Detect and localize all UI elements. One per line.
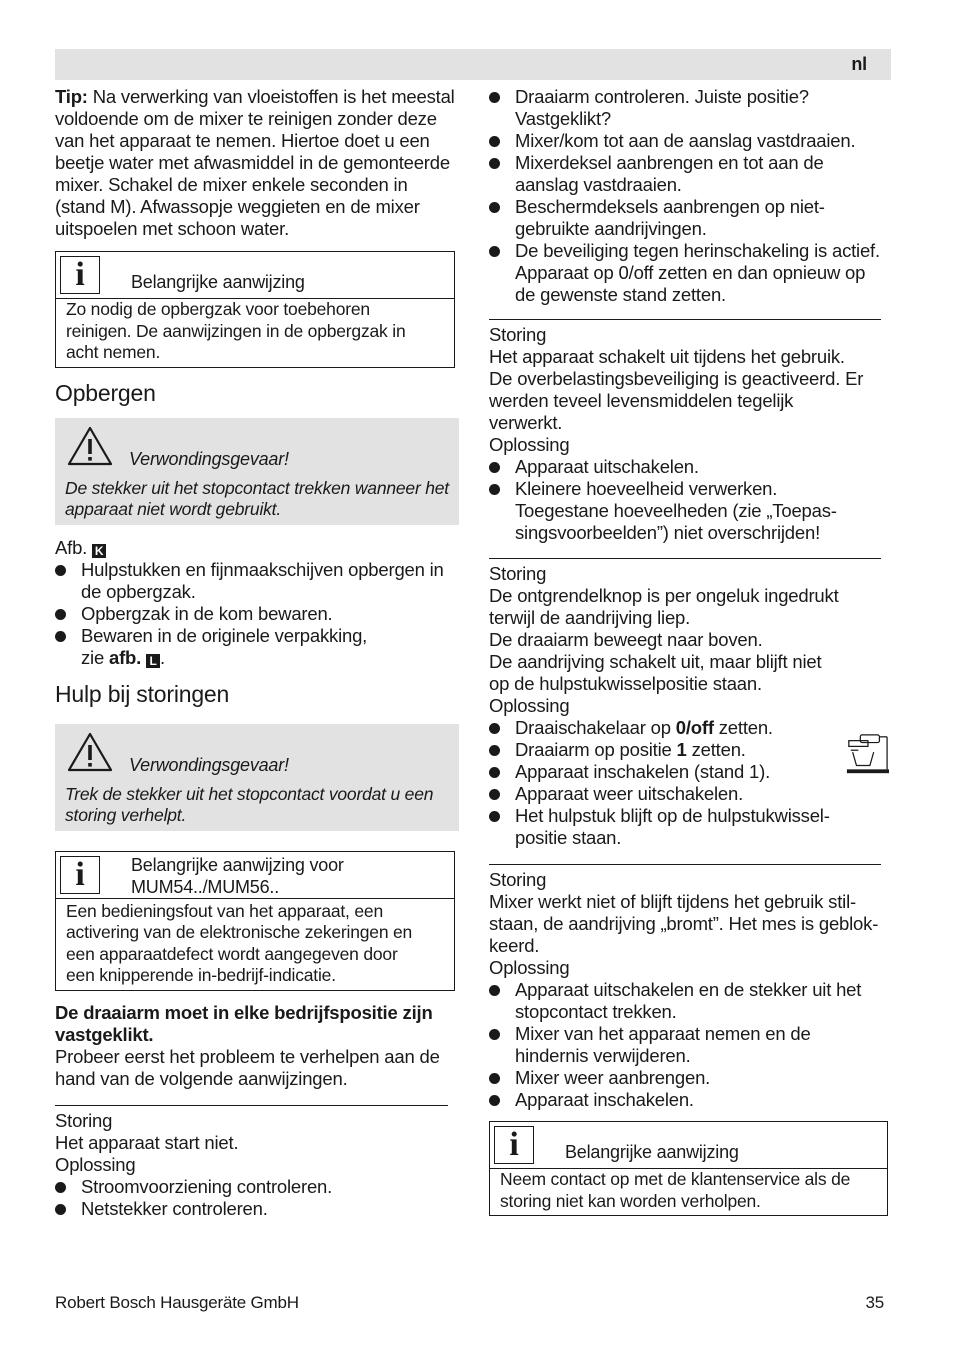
storing-label: Storing [489,563,547,584]
afb-label: Afb. [55,536,88,558]
storing-label: Storing [489,869,547,890]
storing-text: De draaiarm beweegt naar boven. [489,629,763,650]
bullet-icon [55,565,66,576]
bullet-icon [55,609,66,620]
list-item: Apparaat weer uitschakelen. [489,783,885,805]
bullet-icon [55,631,66,642]
bullet-icon [489,202,500,213]
bullet-icon [489,985,500,996]
info-body: Een bedieningsfout van het apparaat, een activering van de elektronische zekeringen en een apparaatdefect wordt aangegeven door een knipperende in-bedrijf-indicatie. [56,898,454,990]
list-item: De beveiliging tegen herinschakeling is actief. Apparaat op 0/off zetten en dan opnieuw op de gewenste stand zetten. [489,240,885,306]
bullet-icon [489,92,500,103]
list-item: Netstekker controleren. [55,1198,459,1220]
bullet-icon [489,1073,500,1084]
list-item: Draaiarm op positie 1 zetten. [489,739,885,761]
divider [489,319,881,320]
storing-label: Storing [489,324,547,345]
list-item: Apparaat inschakelen (stand 1). [489,761,885,783]
footer-page-number: 35 [865,1293,884,1312]
footer-company: Robert Bosch Hausgeräte GmbH [55,1293,299,1312]
divider [55,1105,448,1106]
storing-text: Mixer werkt niet of blijft tijdens het gebruik stil-staan, de aandrijving „bromt”. Het mes is geblok-keerd. [489,891,879,956]
section-heading-hulp: Hulp bij storingen [55,680,230,707]
bullet-icon [55,1182,66,1193]
bullet-icon [489,1095,500,1106]
list-item: Kleinere hoeveelheid verwerken. Toegestane hoeveelheden (zie „Toepas-singsvoorbeelden”) niet overschrijden! [489,478,885,544]
bullet-icon [489,246,500,257]
storing-text: De ontgrendelknop is per ongeluk ingedrukt terwijl de aandrijving liep. [489,585,839,628]
list-item: Mixer weer aanbrengen. [489,1067,885,1089]
bullet-icon [489,484,500,495]
bullet-icon [489,767,500,778]
storing-text: Het apparaat schakelt uit tijdens het gebruik. De overbelastingsbeveiliging is geactiveerd. Er werden teveel levensmiddelen tegelijk verwerkt. [489,346,864,433]
section-heading-opbergen: Opbergen [55,379,156,406]
divider [489,558,881,559]
warning-body: Trek de stekker uit het stopcontact voordat u een storing verhelpt. [65,783,434,825]
bullet-icon [489,462,500,473]
storing-text: De aandrijving schakelt uit, maar blijft niet op de hulpstukwisselpositie staan. [489,651,822,694]
draaiarm-text: Probeer eerst het probleem te verhelpen aan de hand van de volgende aanwijzingen. [55,1045,440,1089]
left-column [55,86,459,1220]
list-item: Opbergzak in de kom bewaren. [55,603,455,625]
info-title: Belangrijke aanwijzing voor MUM54../MUM56.. [131,854,344,897]
storing-label: Storing [55,1109,113,1131]
check-list [489,86,885,306]
oplossing-label: Oplossing [55,1153,136,1175]
list-item: Stroomvoorziening controleren. [55,1176,459,1198]
header-bar [55,49,891,80]
bullet-icon [489,158,500,169]
info-title: Belangrijke aanwijzing [565,1142,739,1162]
list-item: Mixerdeksel aanbrengen en tot aan de aanslag vastdraaien. [489,152,885,196]
oplossing-list [489,456,885,544]
warning-title: Verwondingsgevaar! [129,448,289,469]
info-i-icon: i [494,1126,534,1164]
info-box-storage-bag [55,251,455,368]
oplossing-list [489,979,885,1111]
warning-box-fault [55,724,459,831]
storage-list [55,559,455,669]
info-body: Neem contact op met de klantenservice als de storing niet kan worden verholpen. [490,1168,887,1215]
list-item: Mixer/kom tot aan de aanslag vastdraaien. [489,130,885,152]
figure-k-badge: K [92,544,106,558]
list-item: Draaiarm controleren. Juiste positie? Vastgeklikt? [489,86,885,130]
bullet-icon [55,1204,66,1215]
storing-text: Het apparaat start niet. [55,1131,239,1153]
list-item: Beschermdeksels aanbrengen op niet-gebruikte aandrijvingen. [489,196,885,240]
tip-label: Tip: [55,86,88,107]
bullet-icon [489,136,500,147]
warning-triangle-icon [67,426,113,466]
divider [489,864,881,865]
warning-body: De stekker uit het stopcontact trekken wanneer het apparaat niet wordt gebruikt. [65,477,449,519]
list-item: Hulpstukken en fijnmaakschijven opbergen in de opbergzak. [55,559,455,603]
oplossing-label: Oplossing [489,957,570,978]
bullet-icon [489,1029,500,1040]
figure-l-badge: L [146,654,160,668]
list-item: Apparaat uitschakelen. [489,456,885,478]
oplossing-list [55,1176,459,1220]
info-body: Zo nodig de opbergzak voor toebehoren reinigen. De aanwijzingen in de opbergzak in acht nemen. [56,298,454,367]
list-item: Draaischakelaar op 0/off zetten. [489,717,885,739]
list-item: Bewaren in de originele verpakking, zie afb. L . [55,625,455,669]
warning-title: Verwondingsgevaar! [129,754,289,775]
bullet-icon [489,723,500,734]
list-item: Het hulpstuk blijft op de hulpstukwissel-positie staan. [489,805,885,849]
warning-triangle-icon [67,732,113,772]
list-item: Mixer van het apparaat nemen en de hindernis verwijderen. [489,1023,885,1067]
warning-box-storage [55,418,459,525]
list-item: Apparaat uitschakelen en de stekker uit het stopcontact trekken. [489,979,885,1023]
info-box-service [489,1121,888,1216]
info-title: Belangrijke aanwijzing [131,272,305,292]
bullet-icon [489,789,500,800]
oplossing-label: Oplossing [489,695,570,716]
info-i-icon: i [60,256,100,294]
right-column [489,86,891,1216]
bullet-icon [489,811,500,822]
figure-reference [55,537,459,559]
tip-paragraph [55,86,455,240]
list-item: Apparaat inschakelen. [489,1089,885,1111]
info-box-mum [55,851,455,991]
draaiarm-bold-paragraph: De draaiarm moet in elke bedrijfspositie zijn vastgeklikt. [55,1001,433,1045]
oplossing-list [489,717,885,849]
info-i-icon: i [60,856,100,894]
oplossing-label: Oplossing [489,434,570,455]
language-code: nl [851,54,867,74]
bullet-icon [489,745,500,756]
tip-text: Na verwerking van vloeistoffen is het meestal voldoende om de mixer te reinigen zonder deze van het apparaat te nemen. Hiertoe doet u een beetje water met afwasmiddel in de gemonteerde mixer. Schakel de mixer enkele seconden in (stand M). Afwassopje weggieten en de mixer uitspoelen met schoon water. [55,86,455,239]
